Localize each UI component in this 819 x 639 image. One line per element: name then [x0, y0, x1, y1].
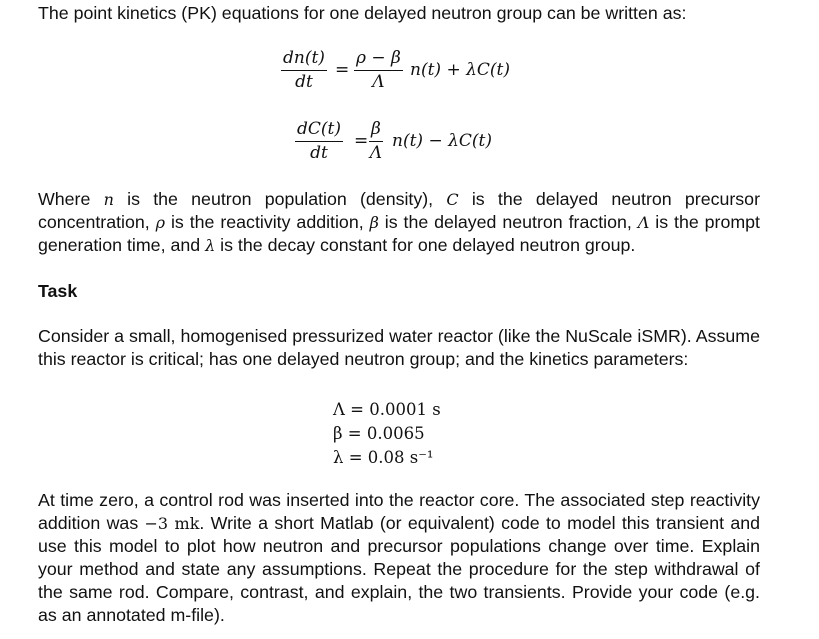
eq1-lhs-num: dn(t) [281, 47, 327, 71]
eq1-rhs-fraction [354, 47, 403, 93]
var-lambda-cap: Λ [637, 213, 650, 232]
eq2-equals: = [354, 131, 369, 151]
eq2-rhs-tail: n(t) − λC(t) [392, 131, 492, 151]
eq2-lhs-den: dt [310, 143, 328, 163]
eq1-rhs-den: Λ [372, 72, 385, 92]
param-generation-time: Λ = 0.0001 s [333, 400, 441, 419]
def-text: is the neutron population (density), [113, 189, 447, 209]
def-text: is the delayed neutron fraction, [378, 212, 638, 232]
var-n: n [103, 190, 114, 209]
eq2-rhs-fraction [369, 118, 383, 164]
def-text: is the decay constant for one delayed neutron group. [215, 235, 636, 255]
task-heading: Task [38, 281, 78, 301]
eq2-lhs-num: dC(t) [295, 118, 343, 142]
eq2-rhs-den: Λ [369, 143, 383, 163]
reactivity-value: −3 mk [144, 514, 200, 533]
eq1-lhs-den: dt [295, 72, 313, 92]
eq2-lhs-fraction [295, 118, 343, 164]
eq1-rhs-num: ρ − β [354, 47, 403, 71]
def-text: is the prompt generation time, and [38, 212, 760, 255]
def-text: is the delayed neutron precursor concentration, [38, 189, 760, 232]
eq1-equals: = [335, 60, 350, 80]
eq1-lhs-fraction [281, 47, 327, 93]
param-beta: β = 0.0065 [333, 424, 425, 443]
definitions-paragraph [38, 188, 760, 257]
intro-text: The point kinetics (PK) equations for one delayed neutron group can be written as: [38, 3, 687, 23]
task-text: . Write a short Matlab (or equivalent) code to model this transient and use this model to plot how neutron and precursor populations change over time. Explain your method and state any assumptions. Repeat the procedure for the step withdrawal of the same rod. Compare, contrast, and explain, the two transients. Provide your code (e.g. as an annotated m-file). [38, 513, 760, 625]
eq1-rhs-tail: n(t) + λC(t) [410, 60, 510, 80]
var-lambda: λ [205, 236, 216, 255]
var-beta: β [369, 213, 379, 232]
param-decay-constant: λ = 0.08 s⁻¹ [333, 448, 434, 467]
parameters-list [333, 398, 441, 470]
var-c: C [446, 190, 459, 209]
task-body [38, 489, 760, 627]
var-rho: ρ [155, 213, 166, 232]
eq2-rhs-num: β [369, 118, 383, 142]
def-text: Where [38, 189, 104, 209]
task-intro: Consider a small, homogenised pressurized water reactor (like the NuScale iSMR). Assume this reactor is critical; has one delayed neutron group; and the kinetics parameters: [38, 326, 760, 369]
def-text: is the reactivity addition, [165, 212, 370, 232]
task-text: At time zero, a control rod was inserted into the reactor core. The associated step reactivity addition was [38, 490, 760, 533]
